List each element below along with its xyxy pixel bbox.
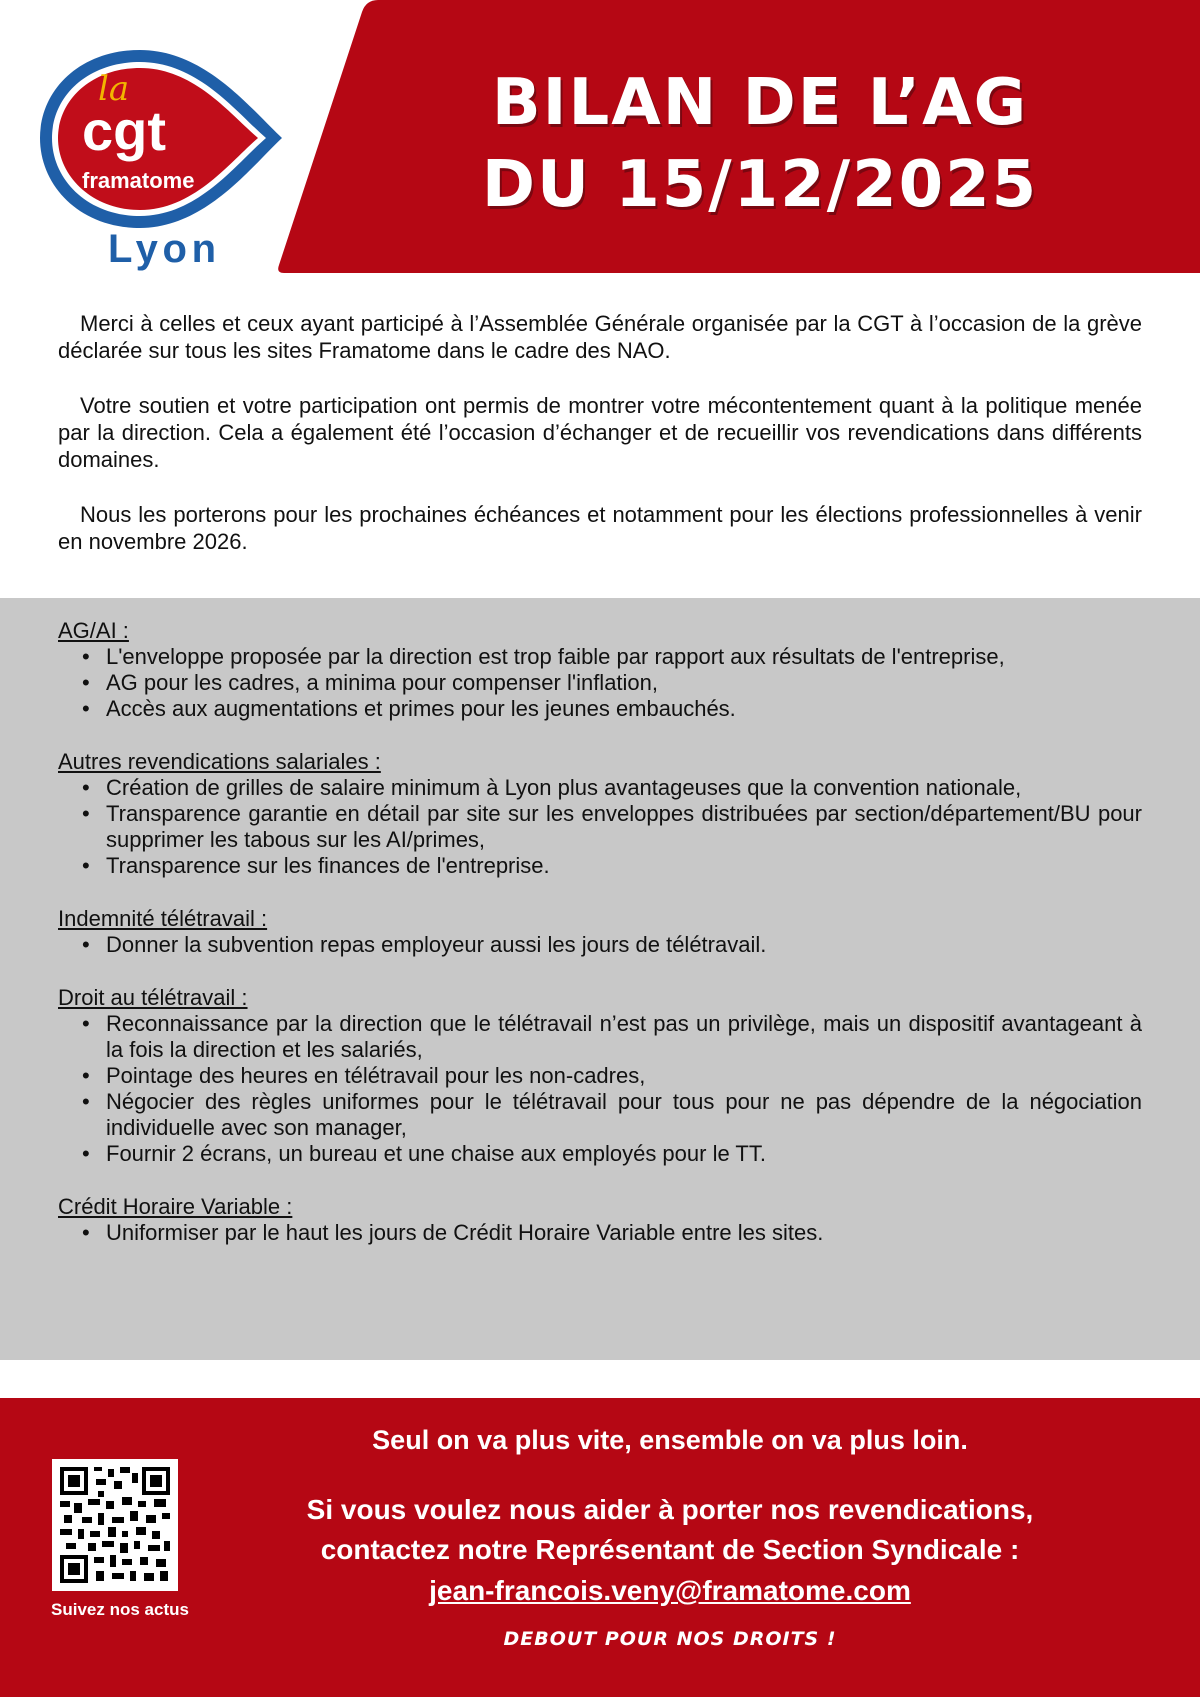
list-item: • Négocier des règles uniformes pour le télétravail pour tous pour ne pas dépendre de la négociation individuelle avec son manager, [106, 1089, 1142, 1141]
cgt-framatome-lyon-logo [20, 28, 300, 273]
logo-company-text: framatome [82, 168, 195, 193]
footer-slogan: DEBOUT POUR NOS DROITS ! [503, 1628, 837, 1650]
logo-brand-text: cgt [82, 99, 166, 162]
list-item: • Fournir 2 écrans, un bureau et une chaise aux employés pour le TT. [106, 1141, 1142, 1167]
section-heading: Crédit Horaire Variable : [58, 1194, 293, 1219]
title-line-2: DU 15/12/2025 [481, 148, 1039, 222]
demands-list [58, 618, 1142, 1273]
list-item: • L'enveloppe proposée par la direction est trop faible par rapport aux résultats de l'entreprise, [106, 644, 1142, 670]
qr-caption: Suivez nos actus [51, 1600, 189, 1619]
list-item: • Accès aux augmentations et primes pour les jeunes embauchés. [106, 696, 1142, 722]
logo-script-text: la [98, 69, 130, 109]
list-item: • Reconnaissance par la direction que le télétravail n’est pas un privilège, mais un dispositif avantageant à la fois la direction et les salariés, [106, 1011, 1142, 1063]
section-heading: Droit au télétravail : [58, 985, 248, 1010]
list-item: • Uniformiser par le haut les jours de Crédit Horaire Variable entre les sites. [106, 1220, 1142, 1246]
intro-paragraph: Votre soutien et votre participation ont permis de montrer votre mécontentement quant à la politique menée par la direction. Cela a également été l’occasion d’échanger et de recueillir vos revendications dans différents domaines. [58, 393, 1142, 472]
section-ag-ai [58, 618, 1142, 722]
list-item: • Transparence garantie en détail par site sur les enveloppes distribuées par section/département/BU pour supprimer les tabous sur les AI/primes, [106, 801, 1142, 853]
list-item: • Donner la subvention repas employeur aussi les jours de télétravail. [106, 932, 1142, 958]
section-droit-teletravail [58, 985, 1142, 1167]
list-item: • AG pour les cadres, a minima pour compenser l'inflation, [106, 670, 1142, 696]
section-heading: AG/AI : [58, 618, 129, 643]
footer-motto: Seul on va plus vite, ensemble on va plus loin. [372, 1425, 968, 1455]
list-item: • Transparence sur les finances de l'entreprise. [106, 853, 1142, 879]
footer-cta-line-2: contactez notre Représentant de Section Syndicale : [320, 1534, 1020, 1565]
qr-code-icon [52, 1459, 178, 1591]
footer-cta-line-1: Si vous voulez nous aider à porter nos revendications, [306, 1494, 1034, 1525]
section-heading: Indemnité télétravail : [58, 906, 268, 931]
intro-paragraph: Nous les porterons pour les prochaines échéances et notamment pour les élections professionnelles à venir en novembre 2026. [58, 502, 1142, 554]
contact-email-link[interactable]: jean-francois.veny@framatome.com [429, 1575, 911, 1606]
section-indemnite-teletravail [58, 906, 1142, 958]
title-line-1: BILAN DE L’AG [491, 66, 1029, 140]
page-title [410, 62, 1110, 226]
section-credit-horaire [58, 1194, 1142, 1246]
logo-city-text: Lyon [108, 227, 216, 271]
intro-text [58, 310, 1142, 583]
section-heading: Autres revendications salariales : [58, 749, 381, 774]
qr-code[interactable] [52, 1459, 178, 1591]
footer-text [220, 1420, 1120, 1650]
list-item: • Création de grilles de salaire minimum à Lyon plus avantageuses que la convention nationale, [106, 775, 1142, 801]
section-autres-revendications [58, 749, 1142, 879]
list-item: • Pointage des heures en télétravail pour les non-cadres, [106, 1063, 1142, 1089]
intro-paragraph: Merci à celles et ceux ayant participé à l’Assemblée Générale organisée par la CGT à l’occasion de la grève déclarée sur tous les sites Framatome dans le cadre des NAO. [58, 311, 1142, 363]
